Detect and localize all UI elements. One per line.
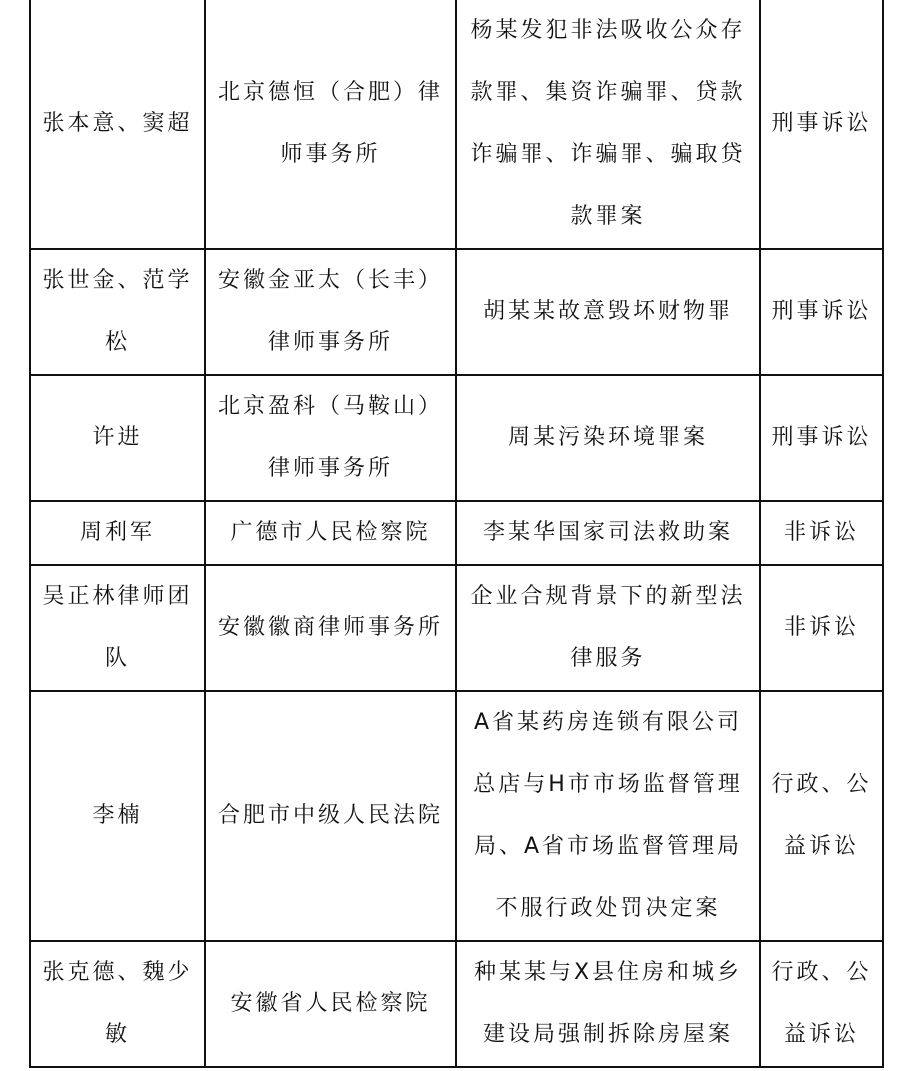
case-cell: 种某某与X县住房和城乡建设局强制拆除房屋案	[456, 941, 760, 1067]
name-cell: 张本意、窦超	[30, 0, 205, 249]
case-type-cell: 非诉讼	[760, 501, 883, 565]
case-cell: 胡某某故意毁坏财物罪	[456, 249, 760, 375]
case-cell: 周某污染环境罪案	[456, 375, 760, 501]
organization-cell: 安徽徽商律师事务所	[205, 565, 456, 691]
organization-cell: 合肥市中级人民法院	[205, 691, 456, 941]
organization-cell: 安徽省人民检察院	[205, 941, 456, 1067]
table-row	[30, 941, 883, 1067]
case-cell: 杨某发犯非法吸收公众存款罪、集资诈骗罪、贷款诈骗罪、诈骗罪、骗取贷款罪案	[456, 0, 760, 249]
name-cell: 周利军	[30, 501, 205, 565]
organization-cell: 广德市人民检察院	[205, 501, 456, 565]
table-row	[30, 501, 883, 565]
name-cell: 吴正林律师团队	[30, 565, 205, 691]
organization-cell: 北京盈科（马鞍山）律师事务所	[205, 375, 456, 501]
organization-cell: 安徽金亚太（长丰）律师事务所	[205, 249, 456, 375]
table-row	[30, 249, 883, 375]
case-cell: A省某药房连锁有限公司总店与H市市场监督管理局、A省市场监督管理局不服行政处罚决定案	[456, 691, 760, 941]
name-cell: 张克德、魏少敏	[30, 941, 205, 1067]
case-cell: 李某华国家司法救助案	[456, 501, 760, 565]
case-type-cell: 刑事诉讼	[760, 375, 883, 501]
awards-table	[29, 0, 884, 1068]
case-type-cell: 刑事诉讼	[760, 249, 883, 375]
name-cell: 李楠	[30, 691, 205, 941]
case-type-cell: 刑事诉讼	[760, 0, 883, 249]
case-type-cell: 行政、公益诉讼	[760, 941, 883, 1067]
name-cell: 张世金、范学松	[30, 249, 205, 375]
organization-cell: 北京德恒（合肥）律师事务所	[205, 0, 456, 249]
table-row	[30, 691, 883, 941]
case-cell: 企业合规背景下的新型法律服务	[456, 565, 760, 691]
case-type-cell: 非诉讼	[760, 565, 883, 691]
table-row	[30, 0, 883, 249]
case-type-cell: 行政、公益诉讼	[760, 691, 883, 941]
name-cell: 许进	[30, 375, 205, 501]
table-row	[30, 565, 883, 691]
table-row	[30, 375, 883, 501]
